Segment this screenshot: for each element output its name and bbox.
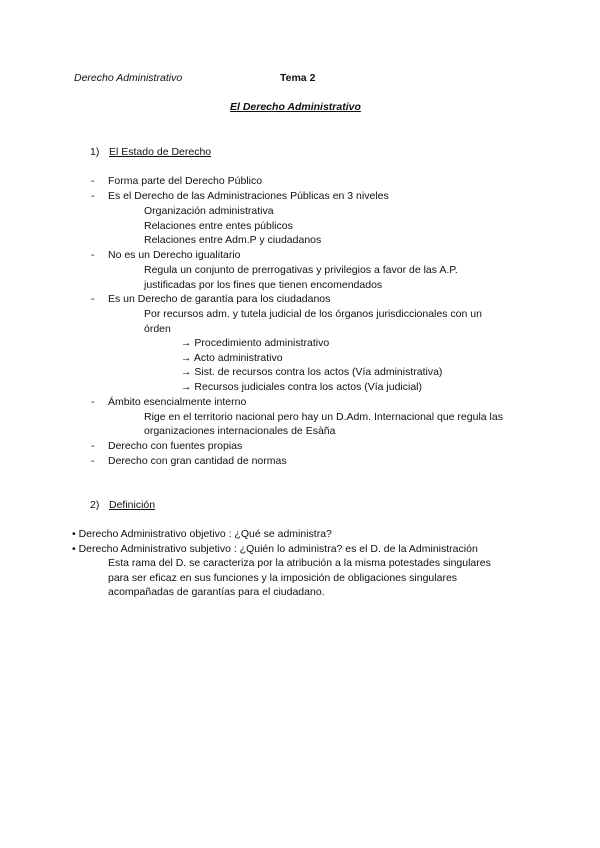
list-subitem: Regula un conjunto de prerrogativas y privilegios a favor de las A.P. [144, 264, 458, 276]
definition-text: para ser eficaz en sus funciones y la imposición de obligaciones singulares [108, 572, 458, 584]
list-subitem: Rige en el territorio nacional pero hay un D.Adm. Internacional que regula las [144, 411, 503, 423]
list-item: No es un Derecho igualitario [108, 249, 241, 261]
dash-marker: - [91, 175, 95, 187]
list-subitem: organizaciones internacionales de Esàña [144, 425, 336, 437]
list-item: Es un Derecho de garantía para los ciudadanos [108, 293, 331, 305]
arrow-item: → Acto administrativo [181, 352, 283, 364]
definition-text: Esta rama del D. se caracteriza por la atribución a la misma potestades singulares [108, 557, 491, 569]
section2-number: 2) [90, 499, 100, 511]
dash-marker: - [91, 249, 95, 261]
definition-text: acompañadas de garantías para el ciudadano. [108, 586, 325, 598]
dash-marker: - [91, 396, 95, 408]
list-subitem: Relaciones entre entes públicos [144, 220, 293, 232]
list-item: Derecho con fuentes propias [108, 440, 243, 452]
list-subitem: Relaciones entre Adm.P y ciudadanos [144, 234, 322, 246]
header-subject: Derecho Administrativo [74, 72, 183, 84]
arrow-item: → Procedimiento administrativo [181, 337, 330, 349]
dash-marker: - [91, 455, 95, 467]
dash-marker: - [91, 190, 95, 202]
dash-marker: - [91, 440, 95, 452]
list-subitem: justificadas por los fines que tienen encomendados [144, 279, 383, 291]
list-item: Es el Derecho de las Administraciones Públicas en 3 niveles [108, 190, 389, 202]
list-subitem: Organización administrativa [144, 205, 274, 217]
section2-heading: Definición [109, 499, 156, 511]
section1-number: 1) [90, 146, 100, 158]
list-item: Ámbito esencialmente interno [108, 396, 247, 408]
bullet-item: • Derecho Administrativo objetivo : ¿Qué se administra? [72, 528, 332, 540]
header-topic: Tema 2 [280, 72, 316, 84]
arrow-item: → Sist. de recursos contra los actos (Vía administrativa) [181, 366, 443, 378]
page-title: El Derecho Administrativo [230, 101, 361, 113]
list-subitem: Por recursos adm. y tutela judicial de los órganos jurisdiccionales con un [144, 308, 482, 320]
bullet-item: • Derecho Administrativo subjetivo : ¿Quién lo administra? es el D. de la Administración [72, 543, 478, 555]
list-subitem: órden [144, 323, 171, 335]
section1-heading: El Estado de Derecho [109, 146, 212, 158]
list-item: Derecho con gran cantidad de normas [108, 455, 287, 467]
dash-marker: - [91, 293, 95, 305]
list-item: Forma parte del Derecho Público [108, 175, 263, 187]
arrow-item: → Recursos judiciales contra los actos (Vía judicial) [181, 381, 423, 393]
